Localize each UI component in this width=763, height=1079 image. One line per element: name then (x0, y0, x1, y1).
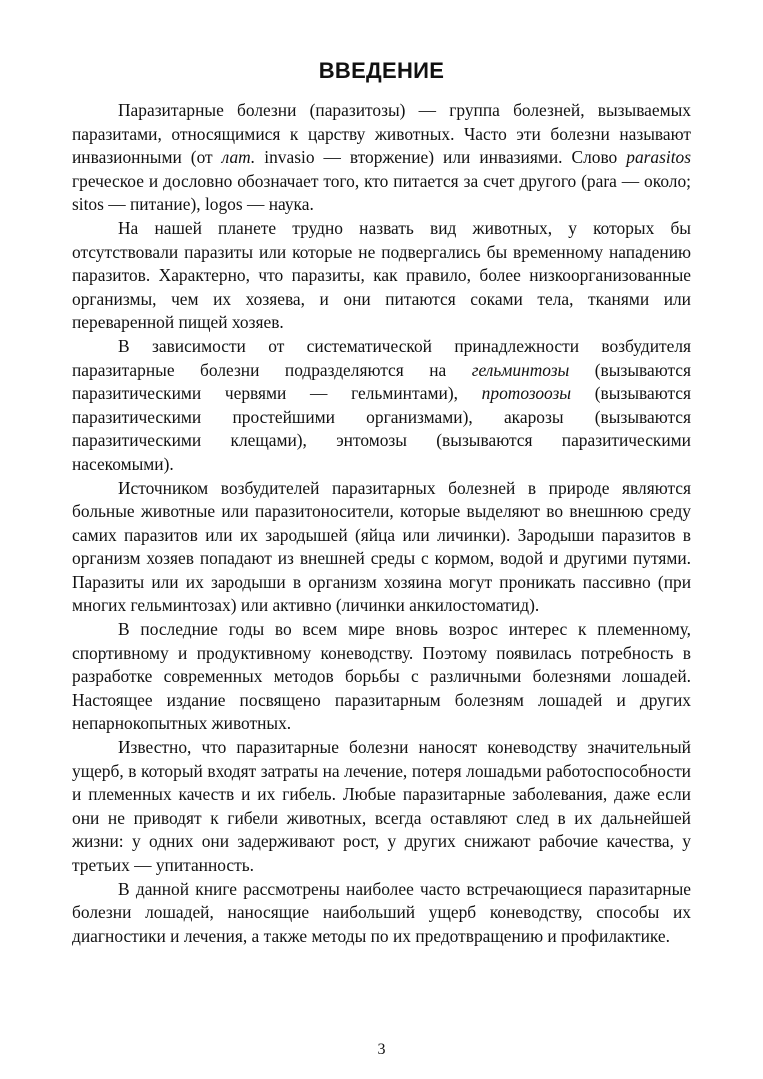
text-segment: В последние годы во всем мире вновь возрос интерес к племенному, спортивному и продуктивному коневодству. Поэтому появилась потребность в разработке современных методов борьбы с различными болезнями лошадей. Настоящее издание посвящено паразитарным болезням лошадей и других непарнокопытных животных. (72, 619, 691, 734)
text-segment-italic: parasitos (626, 147, 691, 168)
text-segment: В зависимости от систематической принадлежности возбудителя паразитарные болезни подразделяются на (72, 335, 691, 380)
text-segment-italic: лат. (221, 147, 256, 168)
text-segment: На нашей планете трудно назвать вид животных, у которых бы отсутствовали паразиты или которые не подвергались бы временному нападению паразитов. Характерно, что паразиты, как правило, более низкоорганизованные организмы, чем их хозяева, и они питаются соками тела, тканями или переваренной пищей хозяев. (72, 217, 691, 333)
paragraph-5 (72, 618, 691, 736)
text-segment: (вызываются паразитическими червями — гельминтами), (72, 359, 691, 404)
paragraph-1 (72, 99, 691, 217)
text-segment: В данной книге рассмотрены наиболее часто встречающиеся паразитарные болезни лошадей, наносящие наибольший ущерб коневодству, способы их диагностики и лечения, а также методы по их предотвращению и профилактике. (72, 878, 691, 946)
text-segment: Паразитарные болезни (паразитозы) — группа болезней, вызываемых паразитами, относящимися к царству животных. Часто эти болезни называют инвазионными (от (72, 100, 691, 168)
text-segment: Известно, что паразитарные болезни наносят коневодству значительный ущерб, в который входят затраты на лечение, потеря лошадьми работоспособности и племенных качеств и их гибель. Любые паразитарные заболевания, даже если они не приводят к гибели животных, всегда оставляют след в их дальнейшей жизни: у одних они задерживают рост, у других снижают рабочие качества, у третьих — упитанность. (72, 737, 691, 875)
text-segment: греческое и дословно обозначает того, кто питается за счет другого (para — около; sitos — питание), logos — наука. (72, 170, 691, 215)
text-segment: Источником возбудителей паразитарных болезней в природе являются больные животные или паразитоносители, которые выделяют во внешнюю среду самих паразитов или их зародышей (яйца или личинки). Зародыши паразитов в организм хозяев попадают из внешней среды с кормом, водой и другими путями. Паразиты или их зародыши в организм хозяина могут проникать пассивно (при многих гельминтозах) или активно (личинки анкилостоматид). (72, 477, 691, 616)
text-segment-italic: гельминтозы (471, 359, 570, 380)
paragraph-4 (72, 477, 691, 619)
body-text (72, 99, 691, 948)
text-segment-italic: протозоозы (481, 383, 572, 404)
paragraph-3 (72, 335, 691, 477)
paragraph-2 (72, 217, 691, 335)
page-title: ВВЕДЕНИЕ (318, 58, 445, 83)
paragraph-6 (72, 736, 691, 878)
paragraph-7 (72, 878, 691, 949)
text-segment: invasio — вторжение) или инвазиями. Слово (255, 147, 627, 168)
page-number: 3 (377, 1041, 386, 1058)
text-segment: (вызываются паразитическими простейшими организмами), акарозы (вызываются паразитическими клещами), энтомозы (вызываются паразитическими насекомыми). (72, 383, 691, 474)
